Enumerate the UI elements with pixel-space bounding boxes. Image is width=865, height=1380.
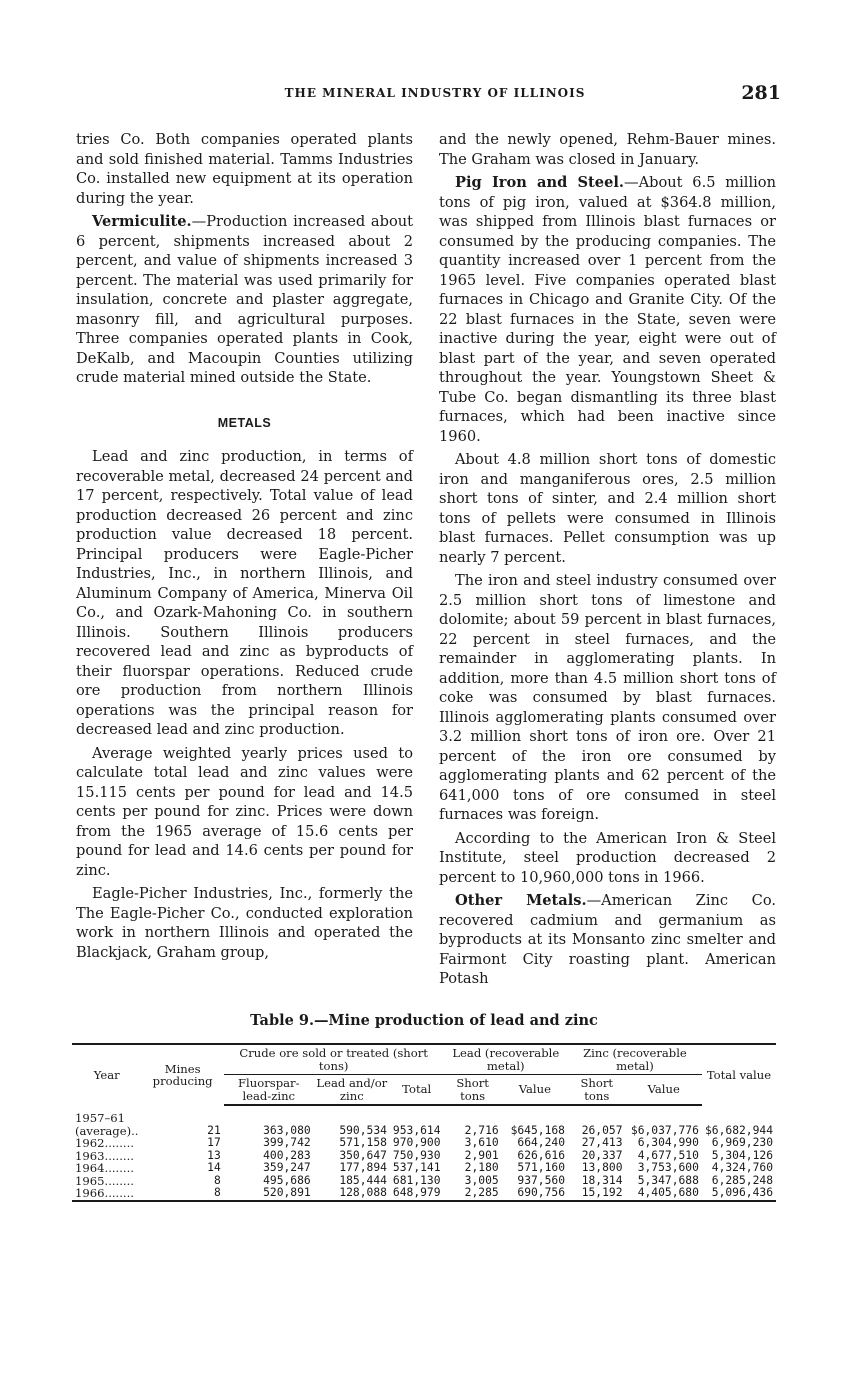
- cell-total-value: 4,324,760: [711, 1161, 773, 1174]
- cell-total-value: 5,304,126: [711, 1148, 773, 1162]
- cell-total-value: 5,096,436: [702, 1187, 776, 1201]
- cell-mines: 8: [213, 1173, 221, 1187]
- paragraph-text: —Production increased about 6 percent, shipments increased about 2 percent, and value of shipments increased 3 percent. The material was used primarily for insulation, concrete and plaster aggregate, masonry fill, and agricultural purposes. Three companies operated plants in Cook, DeKalb, and Macoupin Counties utilizing crude material mined outside the State.: [76, 213, 413, 386]
- period-label: 1957–61: [75, 1111, 126, 1125]
- header-lead-short-tons: Short tons: [444, 1075, 502, 1106]
- cell-zinc-value: 5,347,688: [637, 1173, 699, 1187]
- cell-zinc-value: 4,405,680: [626, 1187, 702, 1201]
- cell-total-value: $6,682,944: [704, 1123, 773, 1137]
- run-in-heading: Vermiculite.: [92, 213, 192, 230]
- cell-zinc-tons: 26,057: [581, 1123, 623, 1137]
- cell-lz: 571,158: [339, 1136, 387, 1149]
- cell-fluor: 399,742: [263, 1136, 311, 1149]
- paragraph: tries Co. Both companies operated plants and sold finished material. Tamms Industries Co. installed new equipment at its operation during the year.: [76, 131, 413, 207]
- paragraph: Average weighted yearly prices used to calculate total lead and zinc values were 15.115 cents per pound for lead and 14.5 cents per pound for zinc. Prices were down from the 1965 average of 15.6 cents per pound for lead and 14.6 cents per pound for zinc.: [76, 744, 413, 879]
- table-row-period: [72, 1112, 776, 1125]
- header-zinc-short-tons: Short tons: [568, 1075, 626, 1106]
- cell-lz: 128,088: [314, 1187, 390, 1201]
- cell-total: 681,130: [392, 1173, 441, 1187]
- cell-zinc-tons: 18,314: [581, 1173, 623, 1187]
- cell-mines: 8: [141, 1187, 223, 1201]
- cell-lead-tons: 2,285: [444, 1187, 502, 1201]
- header-fluorspar: Fluorspar-lead-zinc: [224, 1075, 314, 1106]
- cell-zinc-tons: 15,192: [568, 1187, 626, 1201]
- running-title: THE MINERAL INDUSTRY OF ILLINOIS: [284, 86, 586, 100]
- cell-lead-tons: 3,005: [464, 1173, 499, 1187]
- header-total: Total: [390, 1075, 444, 1106]
- cell-lead-value: 690,756: [502, 1187, 568, 1201]
- header-lead-group: Lead (recoverable metal): [444, 1044, 568, 1075]
- cell-zinc-tons: 13,800: [581, 1161, 623, 1174]
- cell-year: (average)..: [75, 1123, 139, 1138]
- header-mines: Mines producing: [141, 1044, 223, 1105]
- cell-zinc-tons: 20,337: [581, 1148, 623, 1162]
- cell-fluor: 495,686: [263, 1173, 311, 1187]
- paragraph: Eagle-Picher Industries, Inc., formerly the The Eagle-Picher Co., conducted exploration work in northern Illinois and operated the Blackjack, Graham group,: [76, 885, 413, 961]
- header-year: Year: [72, 1044, 141, 1105]
- table-title: Table 9.—Mine production of lead and zinc: [250, 1012, 598, 1029]
- header-total-value: Total value: [702, 1044, 776, 1105]
- table-section: [72, 1012, 776, 1202]
- page-header: [0, 82, 865, 112]
- paragraph: The iron and steel industry consumed over 2.5 million short tons of limestone and dolomite; about 59 percent in blast furnaces, 22 percent in steel furnaces, and the remainder in agglomerating plants. In addition, more than 4.5 million short tons of coke was consumed by blast furnaces. Illinois agglomerating plants consumed over 3.2 million short tons of iron ore. Over 21 percent of the iron ore consumed by agglomerating plants and 62 percent of the 641,000 tons of ore consumed in steel furnaces was foreign.: [439, 572, 776, 823]
- cell-mines: 21: [207, 1123, 221, 1137]
- cell-fluor: 520,891: [224, 1187, 314, 1201]
- cell-fluor: 363,080: [263, 1123, 311, 1137]
- run-in-heading: Pig Iron and Steel.: [455, 174, 624, 191]
- paragraph-other-metals: [439, 891, 776, 989]
- cell-zinc-value: $6,037,776: [630, 1123, 699, 1137]
- cell-lead-tons: 2,180: [464, 1161, 499, 1174]
- cell-lead-value: 571,160: [517, 1161, 565, 1174]
- header-zinc-group: Zinc (recoverable metal): [568, 1044, 702, 1075]
- cell-lz: 177,894: [339, 1161, 387, 1174]
- cell-fluor: 400,283: [263, 1148, 311, 1162]
- table-row: [72, 1187, 776, 1201]
- cell-lead-value: $645,168: [510, 1123, 565, 1137]
- cell-lead-tons: 3,610: [464, 1136, 499, 1149]
- cell-mines: 14: [207, 1161, 221, 1174]
- cell-total: 953,614: [392, 1123, 441, 1137]
- cell-year: 1962........: [75, 1136, 134, 1150]
- cell-total: 648,979: [390, 1187, 444, 1201]
- cell-year: 1964........: [75, 1161, 134, 1175]
- run-in-heading: Other Metals.: [455, 892, 587, 909]
- cell-mines: 17: [207, 1136, 221, 1149]
- paragraph: According to the American Iron & Steel Institute, steel production decreased 2 percent to 10,960,000 tons in 1966.: [439, 829, 776, 886]
- cell-lead-value: 664,240: [517, 1136, 565, 1149]
- cell-lz: 590,534: [339, 1123, 387, 1137]
- page-number: 281: [741, 82, 781, 104]
- cell-total-value: 6,969,230: [711, 1136, 773, 1149]
- paragraph: About 4.8 million short tons of domestic iron and manganiferous ores, 2.5 million short tons of sinter, and 2.4 million short tons of pellets were consumed in Illinois blast furnaces. Pellet consumption was up nearly 7 percent.: [439, 451, 776, 566]
- cell-lz: 185,444: [339, 1173, 387, 1187]
- cell-lead-value: 937,560: [517, 1173, 565, 1187]
- cell-zinc-value: 3,753,600: [637, 1161, 699, 1174]
- cell-lead-tons: 2,901: [464, 1148, 499, 1162]
- table-row: [72, 1162, 776, 1175]
- cell-lead-tons: 2,716: [464, 1123, 499, 1137]
- cell-lz: 350,647: [339, 1148, 387, 1162]
- paragraph-text: —American Zinc Co. recovered cadmium and germanium as byproducts at its Monsanto zinc smelter and Fairmont City roasting plant. American Potash: [439, 892, 776, 987]
- header-crude-group: Crude ore sold or treated (short tons): [224, 1044, 444, 1075]
- production-table: [72, 1043, 776, 1202]
- section-heading: METALS: [217, 415, 272, 430]
- cell-total-value: 6,285,248: [711, 1173, 773, 1187]
- cell-mines: 13: [207, 1148, 221, 1162]
- header-zinc-value: Value: [626, 1075, 702, 1106]
- paragraph-text: —About 6.5 million tons of pig iron, valued at $364.8 million, was shipped from Illinois blast furnaces or consumed by the producing companies. The quantity increased over 1 percent from the 1965 level. Five companies operated blast furnaces in Chicago and Granite City. Of the 22 blast furnaces in the State, seven were inactive during the year, eight were out of blast part of the year, and seven operated throughout the year. Youngstown Sheet & Tube Co. began dismantling its three blast furnaces, which had been inactive since 1960.: [439, 174, 776, 445]
- cell-year: 1963........: [75, 1148, 134, 1163]
- table-row: [72, 1137, 776, 1150]
- paragraph-vermiculite: [76, 212, 413, 388]
- paragraph: Lead and zinc production, in terms of recoverable metal, decreased 24 percent and 17 percent, respectively. Total value of lead production decreased 26 percent and zinc production value decreased 18 percent. Principal producers were Eagle-Picher Industries, Inc., in northern Illinois, and Aluminum Company of America, Minerva Oil Co., and Ozark-Mahoning Co. in southern Illinois. Southern Illinois producers recovered lead and zinc as byproducts of their fluorspar operations. Reduced crude ore production from northern Illinois operations was the principal reason for decreased lead and zinc production.: [76, 448, 413, 738]
- header-lead-value: Value: [502, 1075, 568, 1106]
- cell-total: 537,141: [392, 1161, 441, 1174]
- cell-zinc-value: 4,677,510: [637, 1148, 699, 1162]
- left-column: [76, 130, 413, 966]
- cell-lead-value: 626,616: [517, 1148, 565, 1162]
- paragraph: and the newly opened, Rehm-Bauer mines. The Graham was closed in January.: [439, 131, 776, 168]
- cell-total: 750,930: [392, 1148, 441, 1162]
- cell-year: 1966........: [72, 1187, 141, 1201]
- cell-zinc-value: 6,304,990: [637, 1136, 699, 1149]
- paragraph-pig-iron: [439, 173, 776, 446]
- header-lead-zinc: Lead and/or zinc: [314, 1075, 390, 1106]
- cell-total: 970,900: [392, 1136, 441, 1149]
- cell-year: 1965........: [75, 1173, 134, 1188]
- cell-zinc-tons: 27,413: [581, 1136, 623, 1149]
- cell-fluor: 359,247: [263, 1161, 311, 1174]
- right-column: [439, 130, 776, 993]
